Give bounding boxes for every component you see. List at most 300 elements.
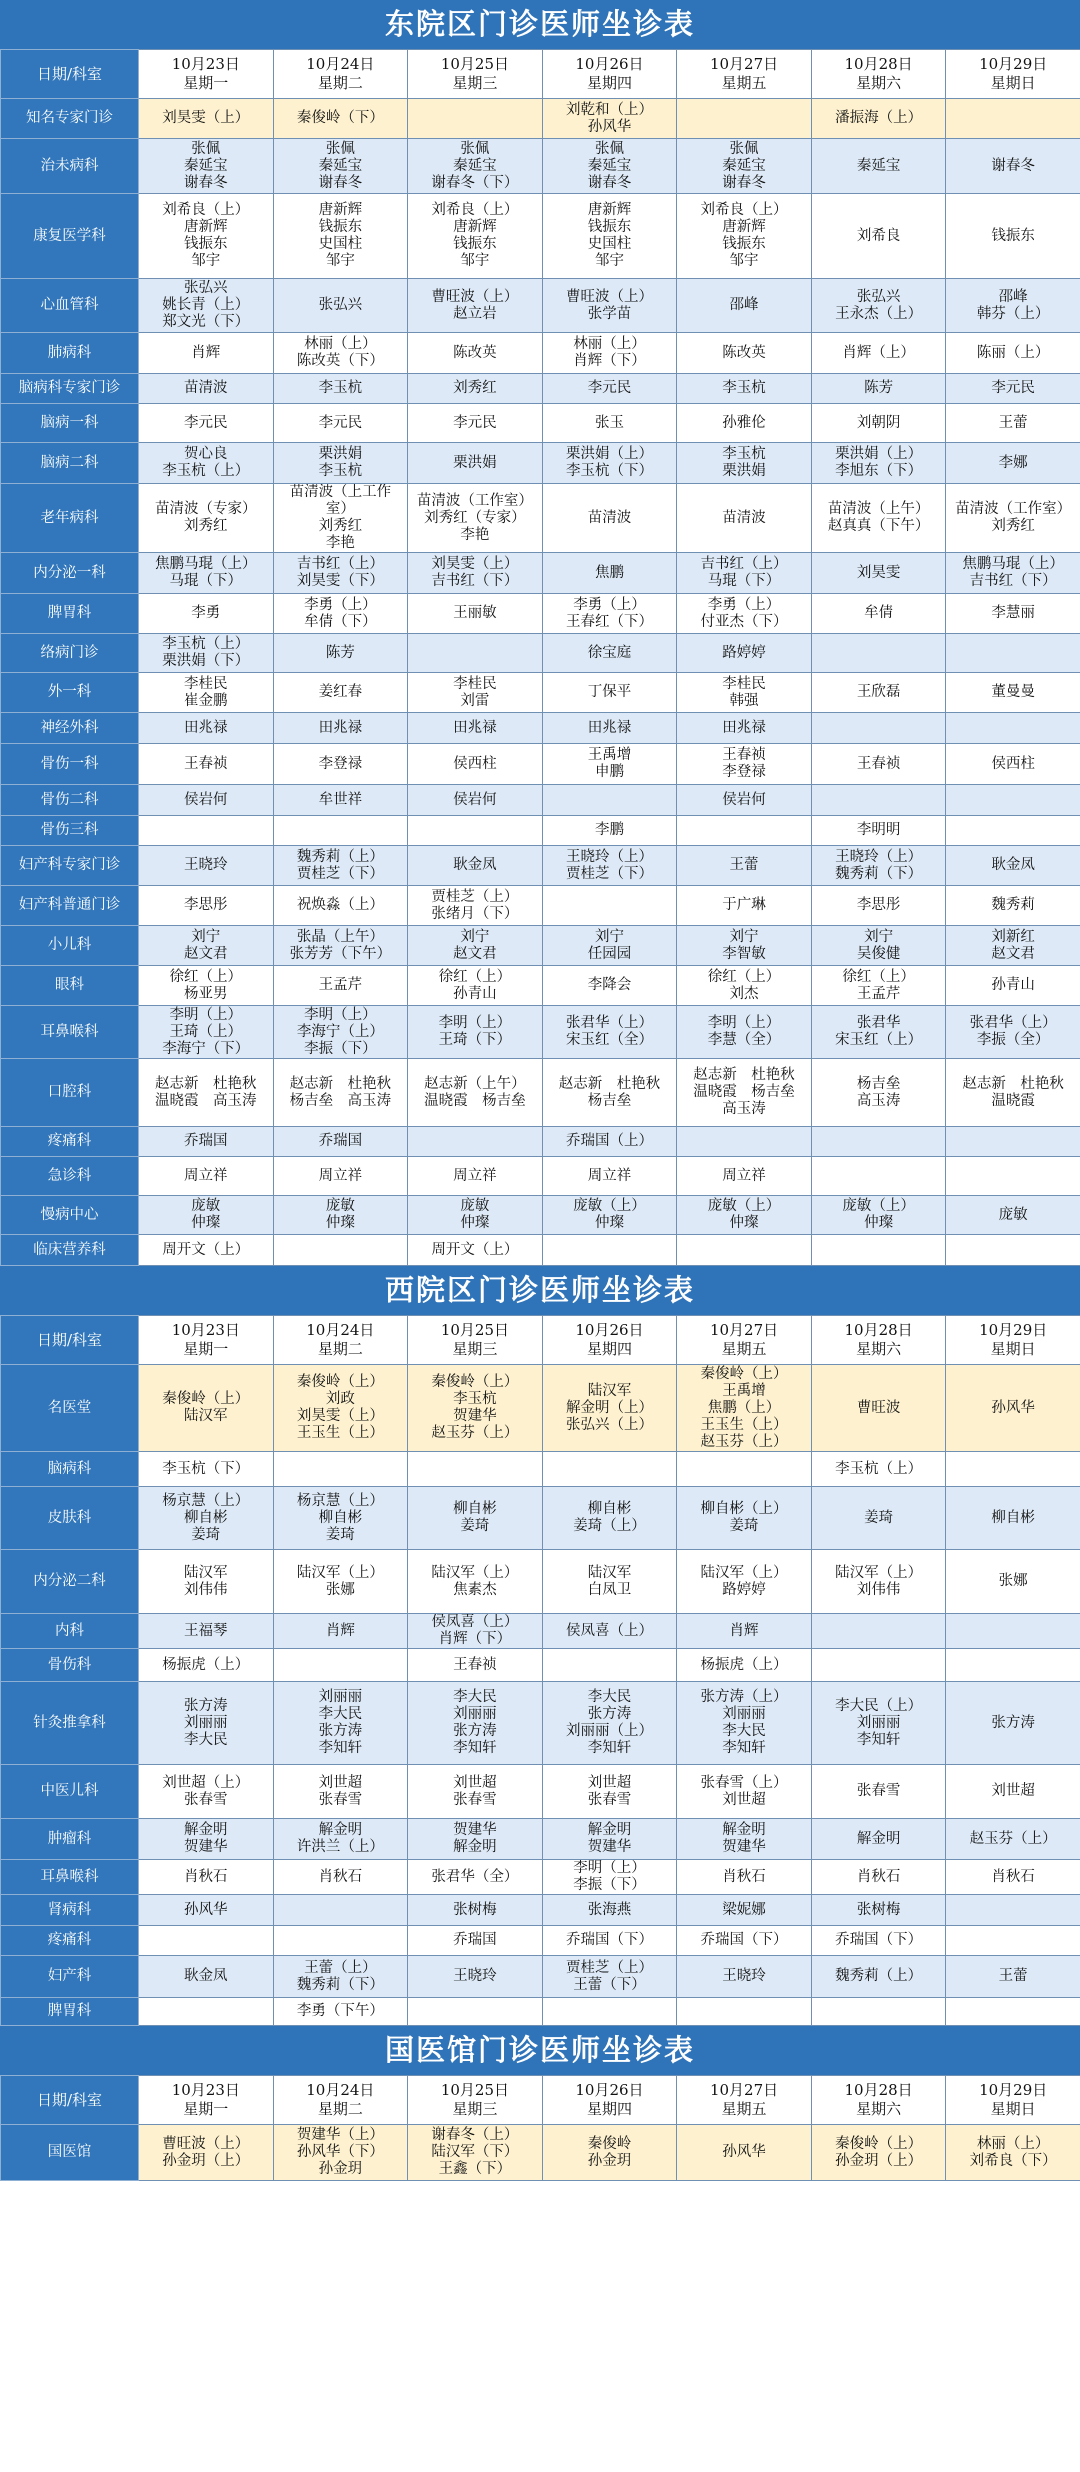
doctor-cell: 林丽（上） 肖辉（下） [542, 333, 677, 374]
doctor-cell: 陈改英 [408, 333, 543, 374]
doctor-cell: 刘希良（上） 唐新辉 钱振东 邹宇 [677, 194, 812, 279]
doctor-cell: 李明（上） 王琦（下） [408, 1006, 543, 1059]
department-name: 内分泌一科 [1, 553, 139, 594]
doctor-cell: 柳自彬 姜琦（上） [542, 1487, 677, 1550]
doctor-cell: 侯岩何 [677, 785, 812, 816]
doctor-cell: 乔瑞国 [139, 1127, 274, 1157]
doctor-cell: 栗洪娟（上） 李旭东（下） [811, 443, 946, 484]
doctor-cell: 曹旺波 [811, 1365, 946, 1452]
schedule-row [1, 1196, 1080, 1235]
weekday-label: 星期日 [990, 1340, 1036, 1358]
doctor-cell: 苗清波 [542, 484, 677, 553]
doctor-cell: 李大民（上） 刘丽丽 李知轩 [811, 1682, 946, 1765]
doctor-cell: 张佩 秦延宝 谢春冬（下） [408, 139, 543, 194]
department-name: 内科 [1, 1614, 139, 1649]
doctor-cell: 陈芳 [273, 634, 408, 673]
schedule-row [1, 1895, 1080, 1926]
doctor-cell: 董曼曼 [946, 673, 1080, 713]
department-name: 妇产科 [1, 1956, 139, 1998]
doctor-cell: 牟倩 [811, 594, 946, 634]
schedule-row [1, 846, 1080, 886]
department-name: 口腔科 [1, 1059, 139, 1127]
doctor-cell: 周开文（上） [139, 1235, 274, 1266]
department-name: 小儿科 [1, 926, 139, 966]
doctor-cell: 王春祯 [811, 744, 946, 785]
department-name: 老年病科 [1, 484, 139, 553]
doctor-cell [946, 1235, 1080, 1266]
doctor-cell [946, 1895, 1080, 1926]
doctor-cell: 李鹏 [542, 816, 677, 846]
doctor-cell [811, 1614, 946, 1649]
doctor-cell: 乔瑞国（下） [542, 1926, 677, 1956]
doctor-cell: 苗清波 [139, 374, 274, 404]
schedule-table [0, 49, 1080, 1266]
doctor-cell: 刘宁 吴俊健 [811, 926, 946, 966]
doctor-cell: 王蕾（上） 魏秀莉（下） [273, 1956, 408, 1998]
doctor-cell: 王禹增 申鹏 [542, 744, 677, 785]
doctor-cell: 刘丽丽 李大民 张方涛 李知轩 [273, 1682, 408, 1765]
date-header [139, 50, 274, 99]
doctor-cell [677, 1452, 812, 1487]
doctor-cell: 于广琳 [677, 886, 812, 926]
date-label: 10月25日 [440, 1321, 509, 1339]
doctor-cell: 张晶（上午） 张芳芳（下午） [273, 926, 408, 966]
doctor-cell: 李玉杭（下） [139, 1452, 274, 1487]
department-name: 疼痛科 [1, 1127, 139, 1157]
date-label: 10月25日 [440, 55, 509, 73]
doctor-cell: 周立祥 [273, 1157, 408, 1196]
department-name: 慢病中心 [1, 1196, 139, 1235]
doctor-cell [408, 99, 543, 139]
schedule-row [1, 1550, 1080, 1614]
doctor-cell: 李降会 [542, 966, 677, 1006]
department-name: 耳鼻喉科 [1, 1006, 139, 1059]
department-name: 耳鼻喉科 [1, 1860, 139, 1895]
header-label: 日期/科室 [1, 1316, 139, 1365]
schedule-row [1, 785, 1080, 816]
section-title: 国医馆门诊医师坐诊表 [0, 2026, 1080, 2075]
department-name: 脑病科专家门诊 [1, 374, 139, 404]
doctor-cell: 赵志新 杜艳秋 温晓霞 高玉涛 [139, 1059, 274, 1127]
schedule-row [1, 886, 1080, 926]
doctor-cell: 庞敏（上） 仲璨 [677, 1196, 812, 1235]
doctor-cell: 张树梅 [408, 1895, 543, 1926]
department-name: 名医堂 [1, 1365, 139, 1452]
doctor-cell [273, 1926, 408, 1956]
department-name: 疼痛科 [1, 1926, 139, 1956]
doctor-cell: 刘宁 赵文君 [408, 926, 543, 966]
date-label: 10月28日 [844, 1321, 913, 1339]
doctor-cell: 侯岩何 [408, 785, 543, 816]
doctor-cell: 苗清波（工作室） 刘秀红 [946, 484, 1080, 553]
doctor-cell: 张君华 宋玉红（上） [811, 1006, 946, 1059]
doctor-cell: 刘朝阴 [811, 404, 946, 443]
doctor-cell: 邵峰 韩芬（上） [946, 279, 1080, 333]
doctor-cell: 周立祥 [677, 1157, 812, 1196]
date-label: 10月23日 [171, 1321, 240, 1339]
doctor-cell [408, 1127, 543, 1157]
department-name: 治未病科 [1, 139, 139, 194]
date-header [408, 50, 543, 99]
schedule-row [1, 194, 1080, 279]
doctor-cell: 张佩 秦延宝 谢春冬 [273, 139, 408, 194]
department-name: 国医馆 [1, 2125, 139, 2181]
doctor-cell: 孙雅伦 [677, 404, 812, 443]
doctor-cell: 张佩 秦延宝 谢春冬 [677, 139, 812, 194]
doctor-cell: 张方涛 [946, 1682, 1080, 1765]
doctor-cell [811, 1157, 946, 1196]
date-header [677, 2076, 812, 2125]
doctor-cell: 李元民 [542, 374, 677, 404]
doctor-cell: 张海燕 [542, 1895, 677, 1926]
date-header [139, 2076, 274, 2125]
doctor-cell: 张弘兴 [273, 279, 408, 333]
doctor-cell: 庞敏 仲璨 [139, 1196, 274, 1235]
doctor-cell: 贺建华 解金明 [408, 1819, 543, 1860]
doctor-cell: 柳自彬 [946, 1487, 1080, 1550]
schedule-row [1, 443, 1080, 484]
department-name: 骨伤一科 [1, 744, 139, 785]
department-name: 骨伤二科 [1, 785, 139, 816]
schedule-row [1, 713, 1080, 744]
weekday-label: 星期五 [721, 1340, 767, 1358]
doctor-cell: 乔瑞国（下） [811, 1926, 946, 1956]
date-label: 10月24日 [306, 1321, 375, 1339]
doctor-cell: 解金明 许洪兰（上） [273, 1819, 408, 1860]
doctor-cell: 苗清波（专家） 刘秀红 [139, 484, 274, 553]
doctor-cell: 李明（上） 王琦（上） 李海宁（下） [139, 1006, 274, 1059]
doctor-cell: 李元民 [273, 404, 408, 443]
doctor-cell [139, 1998, 274, 2026]
doctor-cell: 李元民 [139, 404, 274, 443]
doctor-cell [542, 1235, 677, 1266]
doctor-cell: 肖秋石 [677, 1860, 812, 1895]
doctor-cell: 王春祯 李登禄 [677, 744, 812, 785]
doctor-cell: 张方涛（上） 刘丽丽 李大民 李知轩 [677, 1682, 812, 1765]
doctor-cell: 王晓玲 [139, 846, 274, 886]
doctor-cell: 李大民 张方涛 刘丽丽（上） 李知轩 [542, 1682, 677, 1765]
department-name: 针灸推拿科 [1, 1682, 139, 1765]
doctor-cell: 栗洪娟 [408, 443, 543, 484]
doctor-cell: 肖秋石 [811, 1860, 946, 1895]
department-name: 皮肤科 [1, 1487, 139, 1550]
weekday-label: 星期一 [183, 2100, 229, 2118]
schedule-row [1, 1127, 1080, 1157]
doctor-cell [946, 816, 1080, 846]
doctor-cell: 魏秀莉（上） [811, 1956, 946, 1998]
doctor-cell: 焦鹏 [542, 553, 677, 594]
header-row [1, 1316, 1080, 1365]
weekday-label: 星期二 [317, 74, 363, 92]
date-header [677, 1316, 812, 1365]
doctor-cell: 张佩 秦延宝 谢春冬 [542, 139, 677, 194]
doctor-cell [677, 1127, 812, 1157]
date-header [273, 50, 408, 99]
schedule-row [1, 1649, 1080, 1682]
doctor-cell: 杨京慧（上） 柳自彬 姜琦 [273, 1487, 408, 1550]
doctor-cell: 张君华（全） [408, 1860, 543, 1895]
doctor-cell: 陆汉军（上） 焦素杰 [408, 1550, 543, 1614]
doctor-cell: 侯岩何 [139, 785, 274, 816]
doctor-cell: 侯凤喜（上） 肖辉（下） [408, 1614, 543, 1649]
date-header [946, 50, 1080, 99]
doctor-cell: 李勇（上） 付亚杰（下） [677, 594, 812, 634]
date-header [946, 2076, 1080, 2125]
date-header [542, 1316, 677, 1365]
doctor-cell: 周立祥 [139, 1157, 274, 1196]
doctor-cell: 林丽（上） 陈改英（下） [273, 333, 408, 374]
doctor-cell [542, 1452, 677, 1487]
doctor-cell: 乔瑞国 [408, 1926, 543, 1956]
department-name: 络病门诊 [1, 634, 139, 673]
doctor-cell: 王孟芹 [273, 966, 408, 1006]
department-name: 脑病科 [1, 1452, 139, 1487]
doctor-cell: 李慧丽 [946, 594, 1080, 634]
doctor-cell: 刘宁 赵文君 [139, 926, 274, 966]
doctor-cell: 王晓玲 [408, 1956, 543, 1998]
doctor-cell: 王欣磊 [811, 673, 946, 713]
doctor-cell: 王晓玲（上） 贾桂芝（下） [542, 846, 677, 886]
doctor-cell: 王春祯 [139, 744, 274, 785]
weekday-label: 星期四 [586, 2100, 632, 2118]
doctor-cell: 唐新辉 钱振东 史国柱 邹宇 [542, 194, 677, 279]
doctor-cell: 刘新红 赵文君 [946, 926, 1080, 966]
doctor-cell [408, 1452, 543, 1487]
doctor-cell: 张君华（上） 宋玉红（全） [542, 1006, 677, 1059]
date-label: 10月29日 [979, 2081, 1048, 2099]
doctor-cell: 杨京慧（上） 柳自彬 姜琦 [139, 1487, 274, 1550]
doctor-cell: 王丽敏 [408, 594, 543, 634]
doctor-cell: 秦俊岭（上） 王禹增 焦鹏（上） 王玉生（上） 赵玉芬（上） [677, 1365, 812, 1452]
doctor-cell: 解金明 [811, 1819, 946, 1860]
department-name: 骨伤三科 [1, 816, 139, 846]
weekday-label: 星期六 [856, 74, 902, 92]
department-name: 内分泌二科 [1, 1550, 139, 1614]
date-header [273, 1316, 408, 1365]
date-label: 10月23日 [171, 2081, 240, 2099]
doctor-cell: 李娜 [946, 443, 1080, 484]
doctor-cell: 庞敏（上） 仲璨 [542, 1196, 677, 1235]
doctor-cell: 庞敏 仲璨 [273, 1196, 408, 1235]
department-name: 脑病一科 [1, 404, 139, 443]
doctor-cell: 王蕾 [946, 1956, 1080, 1998]
doctor-cell: 陆汉军 解金明（上） 张弘兴（上） [542, 1365, 677, 1452]
doctor-cell: 徐红（上） 王孟芹 [811, 966, 946, 1006]
doctor-cell [946, 713, 1080, 744]
doctor-cell: 姜红春 [273, 673, 408, 713]
doctor-cell: 田兆禄 [139, 713, 274, 744]
weekday-label: 星期日 [990, 74, 1036, 92]
doctor-cell [273, 1895, 408, 1926]
schedule-row [1, 333, 1080, 374]
weekday-label: 星期日 [990, 2100, 1036, 2118]
schedule-row [1, 1765, 1080, 1819]
weekday-label: 星期一 [183, 74, 229, 92]
doctor-cell: 秦俊岭（上） 孙金玥（上） [811, 2125, 946, 2181]
doctor-cell [811, 1649, 946, 1682]
doctor-cell: 耿金凤 [139, 1956, 274, 1998]
doctor-cell: 乔瑞国（上） [542, 1127, 677, 1157]
date-label: 10月26日 [575, 2081, 644, 2099]
doctor-cell [677, 1998, 812, 2026]
doctor-cell: 陈丽（上） [946, 333, 1080, 374]
doctor-cell: 肖辉 [139, 333, 274, 374]
department-name: 脾胃科 [1, 594, 139, 634]
doctor-cell: 刘昊雯 [811, 553, 946, 594]
schedule-row [1, 966, 1080, 1006]
doctor-cell: 王蕾 [946, 404, 1080, 443]
doctor-cell: 李勇 [139, 594, 274, 634]
doctor-cell: 李元民 [408, 404, 543, 443]
doctor-cell: 侯西柱 [946, 744, 1080, 785]
doctor-cell: 徐宝庭 [542, 634, 677, 673]
section-title: 西院区门诊医师坐诊表 [0, 1266, 1080, 1315]
doctor-cell [946, 1127, 1080, 1157]
doctor-cell: 赵志新 杜艳秋 温晓霞 杨吉垒 高玉涛 [677, 1059, 812, 1127]
doctor-cell [811, 713, 946, 744]
schedule-row [1, 1059, 1080, 1127]
doctor-cell: 肖辉（上） [811, 333, 946, 374]
doctor-cell: 李桂民 韩强 [677, 673, 812, 713]
date-label: 10月25日 [440, 2081, 509, 2099]
doctor-cell [408, 634, 543, 673]
doctor-cell: 乔瑞国（下） [677, 1926, 812, 1956]
doctor-cell [677, 816, 812, 846]
doctor-cell: 栗洪娟（上） 李玉杭（下） [542, 443, 677, 484]
doctor-cell: 赵玉芬（上） [946, 1819, 1080, 1860]
doctor-cell: 李勇（上） 牟倩（下） [273, 594, 408, 634]
doctor-cell: 赵志新 杜艳秋 杨吉垒 高玉涛 [273, 1059, 408, 1127]
doctor-cell: 吉书红（上） 刘昊雯（下） [273, 553, 408, 594]
date-label: 10月27日 [709, 1321, 779, 1339]
doctor-cell: 肖秋石 [946, 1860, 1080, 1895]
department-name: 肾病科 [1, 1895, 139, 1926]
schedule-row [1, 2125, 1080, 2181]
department-name: 脾胃科 [1, 1998, 139, 2026]
doctor-cell [946, 785, 1080, 816]
date-header [273, 2076, 408, 2125]
doctor-cell: 曹旺波（上） 孙金玥（上） [139, 2125, 274, 2181]
schedule-table [0, 2075, 1080, 2181]
department-name: 外一科 [1, 673, 139, 713]
doctor-cell: 李明（上） 李海宁（上） 李振（下） [273, 1006, 408, 1059]
header-label: 日期/科室 [1, 2076, 139, 2125]
doctor-cell: 李思彤 [139, 886, 274, 926]
doctor-cell: 姜琦 [811, 1487, 946, 1550]
doctor-cell: 焦鹏马琨（上） 马琨（下） [139, 553, 274, 594]
schedule-row [1, 99, 1080, 139]
schedule-row [1, 1235, 1080, 1266]
date-header [811, 2076, 946, 2125]
doctor-cell [408, 816, 543, 846]
doctor-cell: 庞敏 仲璨 [408, 1196, 543, 1235]
doctor-cell: 刘世超（上） 张春雪 [139, 1765, 274, 1819]
doctor-cell: 张娜 [946, 1550, 1080, 1614]
doctor-cell: 曹旺波（上） 张学苗 [542, 279, 677, 333]
doctor-cell: 贺心良 李玉杭（上） [139, 443, 274, 484]
doctor-cell: 秦俊岭（上） 李玉杭 贺建华 赵玉芬（上） [408, 1365, 543, 1452]
doctor-cell [273, 1235, 408, 1266]
doctor-cell: 秦延宝 [811, 139, 946, 194]
doctor-cell: 苗清波（上午） 赵真真（下午） [811, 484, 946, 553]
doctor-cell: 曹旺波（上） 赵立岩 [408, 279, 543, 333]
doctor-cell: 解金明 贺建华 [542, 1819, 677, 1860]
doctor-cell [946, 1649, 1080, 1682]
schedule-row [1, 1157, 1080, 1196]
doctor-cell: 陆汉军 刘伟伟 [139, 1550, 274, 1614]
doctor-cell [273, 816, 408, 846]
doctor-cell: 徐红（上） 刘杰 [677, 966, 812, 1006]
doctor-cell: 刘世超 张春雪 [408, 1765, 543, 1819]
doctor-cell: 秦俊岭（下） [273, 99, 408, 139]
doctor-cell: 刘世超 张春雪 [542, 1765, 677, 1819]
doctor-cell: 肖辉 [273, 1614, 408, 1649]
doctor-cell: 庞敏（上） 仲璨 [811, 1196, 946, 1235]
doctor-cell [946, 99, 1080, 139]
schedule-row [1, 279, 1080, 333]
doctor-cell: 刘宁 李智敏 [677, 926, 812, 966]
doctor-cell: 焦鹏马琨（上） 吉书红（下） [946, 553, 1080, 594]
weekday-label: 星期五 [721, 74, 767, 92]
date-label: 10月26日 [575, 55, 644, 73]
doctor-cell: 贾桂芝（上） 王蕾（下） [542, 1956, 677, 1998]
doctor-cell [811, 1235, 946, 1266]
doctor-cell: 唐新辉 钱振东 史国柱 邹宇 [273, 194, 408, 279]
date-header [139, 1316, 274, 1365]
doctor-cell [139, 1926, 274, 1956]
schedule-row [1, 1926, 1080, 1956]
doctor-cell: 徐红（上） 杨亚男 [139, 966, 274, 1006]
doctor-cell: 刘世超 [946, 1765, 1080, 1819]
department-name: 中医儿科 [1, 1765, 139, 1819]
department-name: 肺病科 [1, 333, 139, 374]
weekday-label: 星期一 [183, 1340, 229, 1358]
doctor-cell: 李明（上） 李慧（全） [677, 1006, 812, 1059]
schedule-row [1, 1487, 1080, 1550]
doctor-cell: 耿金凤 [946, 846, 1080, 886]
doctor-cell: 庞敏 [946, 1196, 1080, 1235]
doctor-cell: 孙风华 [946, 1365, 1080, 1452]
date-label: 10月26日 [575, 1321, 644, 1339]
doctor-cell: 解金明 贺建华 [677, 1819, 812, 1860]
date-header [811, 1316, 946, 1365]
date-header [677, 50, 812, 99]
date-label: 10月28日 [844, 55, 913, 73]
date-label: 10月24日 [306, 2081, 375, 2099]
schedule-row [1, 744, 1080, 785]
doctor-cell: 秦俊岭 孙金玥 [542, 2125, 677, 2181]
doctor-cell: 李思彤 [811, 886, 946, 926]
schedule-row [1, 1452, 1080, 1487]
date-label: 10月29日 [979, 1321, 1048, 1339]
doctor-cell: 魏秀莉（上） 贾桂芝（下） [273, 846, 408, 886]
doctor-cell: 张春雪（上） 刘世超 [677, 1765, 812, 1819]
department-name: 心血管科 [1, 279, 139, 333]
doctor-cell: 李元民 [946, 374, 1080, 404]
date-label: 10月23日 [171, 55, 240, 73]
department-name: 知名专家门诊 [1, 99, 139, 139]
schedule-row [1, 1860, 1080, 1895]
doctor-cell: 钱振东 [946, 194, 1080, 279]
doctor-cell: 贾桂芝（上） 张绪月（下） [408, 886, 543, 926]
doctor-cell: 李勇（下午） [273, 1998, 408, 2026]
section-title: 东院区门诊医师坐诊表 [0, 0, 1080, 49]
doctor-cell [946, 1157, 1080, 1196]
doctor-cell: 杨振虎（上） [139, 1649, 274, 1682]
date-label: 10月24日 [306, 55, 375, 73]
doctor-cell: 吉书红（上） 马琨（下） [677, 553, 812, 594]
schedule-row [1, 1006, 1080, 1059]
